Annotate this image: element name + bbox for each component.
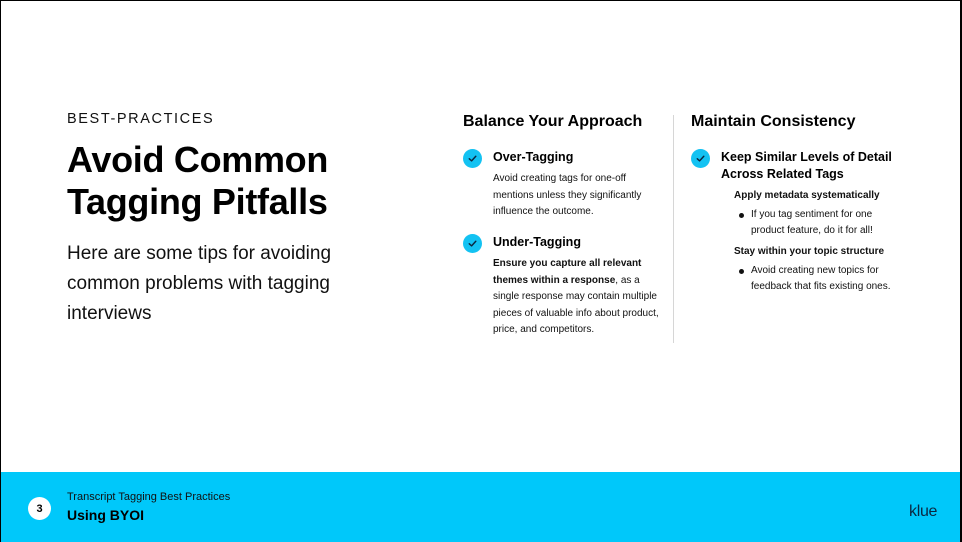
subsection-heading-topic-structure: Stay within your topic structure [734,246,885,257]
column-heading-balance: Balance Your Approach [463,113,643,130]
page-number-badge: 3 [28,497,51,520]
bullet-item: Avoid creating new topics for feedback that fits existing ones. [737,263,899,294]
bullet-item: If you tag sentiment for one product feature, do it for all! [737,207,897,238]
item-title-under-tagging: Under-Tagging [493,235,581,249]
slide-title: Avoid Common Tagging Pitfalls [67,139,329,222]
subsection-heading-metadata: Apply metadata systematically [734,190,880,201]
item-title-similar-detail: Keep Similar Levels of Detail Across Related Tags [721,150,892,181]
section-title: Using BYOI [67,507,145,523]
eyebrow-label: BEST-PRACTICES [67,111,215,127]
klue-logo: klue [909,503,938,520]
deck-title: Transcript Tagging Best Practices [67,491,231,503]
item-title-over-tagging: Over-Tagging [493,150,574,164]
item-body-under-tagging [493,256,659,339]
item-body-rest: , as a single response may contain multiple pieces of valuable info about product, price, and competitors. [493,274,659,335]
check-circle-icon [463,149,482,168]
column-heading-consistency: Maintain Consistency [691,113,856,130]
column-divider [673,115,674,343]
slide-subtitle: Here are some tips for avoiding common problems with tagging interviews [67,243,332,324]
item-body-emphasis: Ensure you capture all relevant themes within a response [493,258,642,286]
check-circle-icon [463,234,482,253]
check-circle-icon [691,149,710,168]
footer-bar [1,472,962,542]
item-body-over-tagging: Avoid creating tags for one-off mentions unless they significantly influence the outcome. [493,173,642,217]
